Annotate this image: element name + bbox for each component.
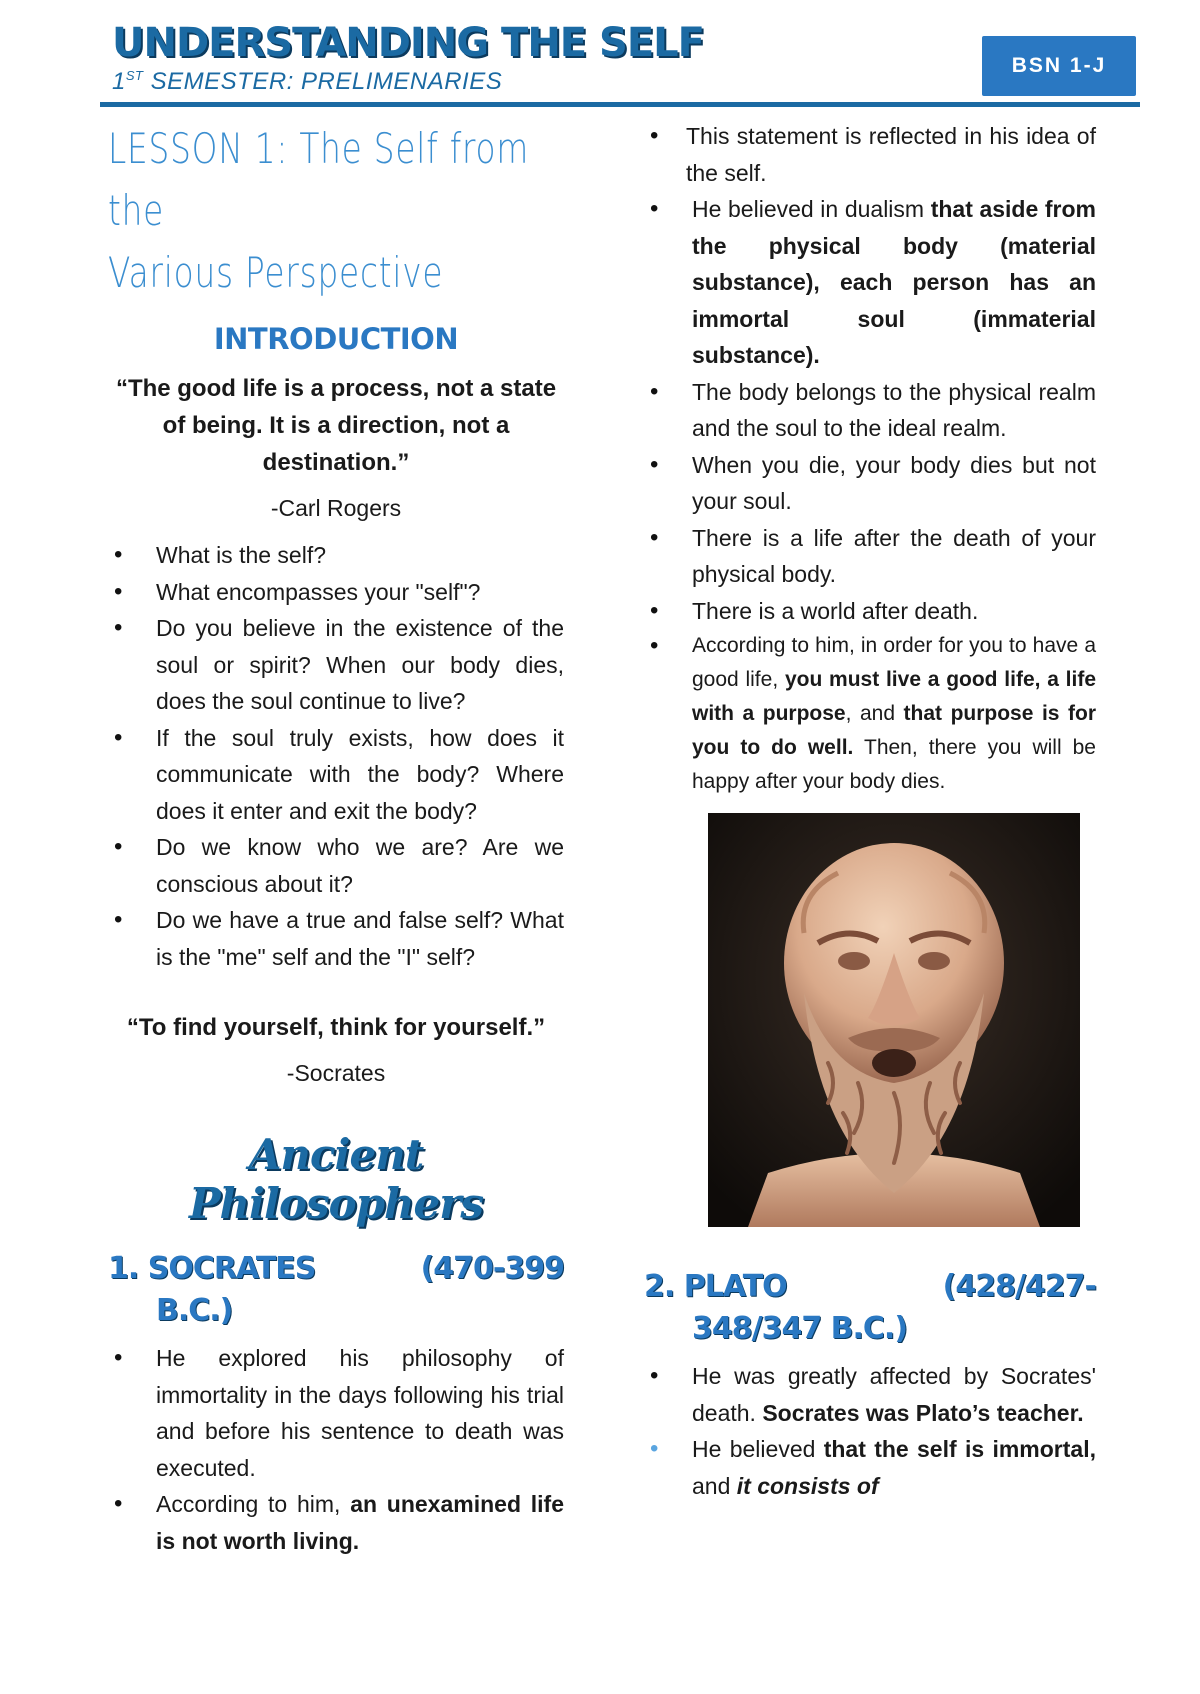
socrates-point-text: According to him, (156, 1491, 351, 1517)
plato-point-emphasis: Socrates was Plato’s teacher. (762, 1399, 1084, 1426)
socrates-point: • There is a life after the death of your physical body. (644, 520, 1096, 593)
rogers-attribution: -Carl Rogers (270, 495, 402, 521)
rogers-quote: “The good life is a process, not a state of being. It is a direction, not a destination.” (115, 375, 557, 476)
socrates-years-start: (470-399 (420, 1251, 564, 1286)
socrates-point-text: According to him, in order for you to have a good life, (692, 634, 1096, 691)
ancient-philosophers-heading: Ancient Philosophers (188, 1130, 484, 1228)
document-subtitle (112, 68, 502, 96)
section-badge: BSN 1-J (982, 36, 1136, 96)
introduction-heading: INTRODUCTION (213, 322, 459, 356)
socrates-bust-image (708, 813, 1080, 1227)
plato-point-text: He was greatly affected by Socrates' death. (692, 1363, 1096, 1426)
plato-heading (644, 1266, 1096, 1350)
socrates-quote: “To find yourself, think for yourself.” (126, 1014, 546, 1041)
socrates-points-right (644, 118, 1096, 799)
document-title: UNDERSTANDING THE SELF (112, 20, 704, 66)
header-divider (100, 102, 1140, 107)
socrates-points-left (108, 1340, 564, 1559)
socrates-point-text: He believed in dualism (692, 196, 931, 222)
question-item: • If the soul truly exists, how does it communicate with the body? Where does it enter and exit the body? (108, 720, 564, 830)
socrates-point (644, 629, 1096, 799)
socrates-point (108, 1486, 564, 1559)
question-item: • Do you believe in the existence of the soul or spirit? When our body dies, does the soul continue to live? (108, 610, 564, 720)
socrates-years-end: B.C.) (156, 1293, 233, 1328)
socrates-point: • The body belongs to the physical realm and the soul to the ideal realm. (644, 374, 1096, 447)
socrates-point-text: , and (845, 702, 904, 725)
socrates-heading (108, 1248, 564, 1332)
socrates-point-continued (644, 118, 1096, 191)
socrates-attribution: -Socrates (286, 1060, 386, 1086)
semester-number: 1 (112, 68, 126, 95)
question-item: • What encompasses your "self"? (108, 574, 564, 611)
socrates-point-continued-text: This statement is reflected in his idea of the self. (686, 123, 1096, 186)
semester-ordinal: ST (125, 68, 144, 83)
socrates-point: • When you die, your body dies but not your soul. (644, 447, 1096, 520)
right-column (644, 118, 1096, 1504)
socrates-name: 1. SOCRATES (108, 1251, 316, 1286)
plato-point-text: and (692, 1472, 737, 1499)
lesson-title-line2: Various Perspective (108, 248, 444, 297)
socrates-point: • He explored his philosophy of immortality in the days following his trial and before his sentence to death was executed. (108, 1340, 564, 1486)
socrates-point-emphasis: an unexamined life is not worth living. (156, 1491, 564, 1554)
plato-point (644, 1431, 1096, 1504)
semester-label: SEMESTER: PRELIMENARIES (143, 68, 503, 95)
plato-point-text: He believed (692, 1436, 824, 1462)
socrates-point: • There is a world after death. (644, 593, 1096, 630)
socrates-point-text: Then, there you will be happy after your body dies. (692, 736, 1096, 793)
plato-name: 2. PLATO (644, 1269, 787, 1304)
socrates-point (644, 191, 1096, 374)
intro-questions (108, 537, 564, 975)
socrates-point-emphasis: that aside from the physical body (material substance), each person has an immortal soul (immaterial substance). (692, 196, 1096, 368)
plato-points (644, 1358, 1096, 1504)
question-item: • Do we have a true and false self? What is the "me" self and the "I" self? (108, 902, 564, 975)
plato-years-end: 348/347 B.C.) (692, 1311, 908, 1346)
plato-point-emphasis: that the self is immortal, (823, 1436, 1096, 1462)
socrates-point-emphasis: that purpose is for you to do well. (692, 702, 1096, 759)
plato-years-start: (428/427- (942, 1269, 1096, 1304)
question-item: • What is the self? (108, 537, 564, 574)
plato-point (644, 1358, 1096, 1431)
lesson-title-line1: LESSON 1: The Self from the (108, 124, 530, 235)
question-item: • Do we know who we are? Are we conscious about it? (108, 829, 564, 902)
lesson-title (108, 118, 563, 304)
socrates-point-emphasis: you must live a good life, a life with a purpose (692, 668, 1097, 725)
left-column (108, 118, 564, 1559)
plato-point-emphasis: it consists of (736, 1472, 879, 1499)
